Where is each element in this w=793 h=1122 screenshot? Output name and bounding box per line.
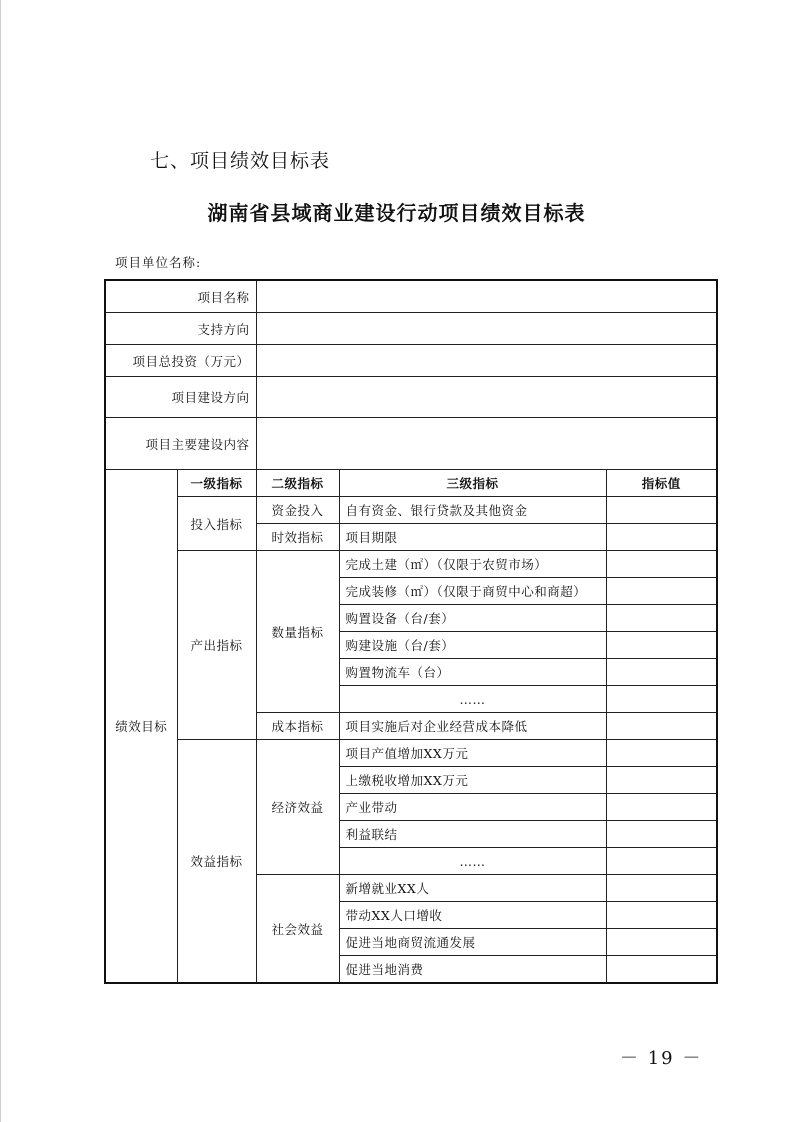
performance-target-table	[104, 279, 718, 984]
indicator-value-field[interactable]	[606, 497, 717, 524]
indicator-value-field[interactable]	[606, 686, 717, 713]
indicator-value-field[interactable]	[606, 875, 717, 902]
level3-item: 自有资金、银行贷款及其他资金	[339, 497, 606, 524]
info-row	[105, 418, 717, 470]
indicator-value-field[interactable]	[606, 740, 717, 767]
table-row	[105, 740, 717, 767]
info-row	[105, 377, 717, 418]
level2-economic: 经济效益	[256, 740, 339, 875]
table-header-row	[105, 470, 717, 497]
level3-item: 项目期限	[339, 524, 606, 551]
level3-item: 项目实施后对企业经营成本降低	[339, 713, 606, 740]
level3-item: 促进当地商贸流通发展	[339, 929, 606, 956]
indicator-value-field[interactable]	[606, 929, 717, 956]
indicator-value-field[interactable]	[606, 659, 717, 686]
level3-item: 购建设施（台/套）	[339, 632, 606, 659]
document-title: 湖南省县域商业建设行动项目绩效目标表	[207, 201, 586, 225]
level1-output: 产出指标	[177, 551, 256, 740]
section-heading: 七、项目绩效目标表	[150, 150, 331, 172]
indicator-value-field[interactable]	[606, 956, 717, 984]
performance-block-label: 绩效目标	[105, 470, 177, 984]
level3-item: 完成装修（㎡）（仅限于商贸中心和商超）	[339, 578, 606, 605]
info-label: 项目主要建设内容	[105, 418, 256, 470]
level2-funding: 资金投入	[256, 497, 339, 524]
indicator-value-field[interactable]	[606, 551, 717, 578]
level2-quantity: 数量指标	[256, 551, 339, 713]
info-value-field[interactable]	[256, 280, 717, 313]
unit-name-label: 项目单位名称:	[115, 255, 202, 270]
indicator-value-field[interactable]	[606, 821, 717, 848]
header-level3: 三级指标	[339, 470, 606, 497]
info-value-field[interactable]	[256, 313, 717, 345]
level3-item: 上缴税收增加XX万元	[339, 767, 606, 794]
level1-input: 投入指标	[177, 497, 256, 551]
info-row	[105, 280, 717, 313]
indicator-value-field[interactable]	[606, 902, 717, 929]
indicator-value-field[interactable]	[606, 524, 717, 551]
level3-item: 购置设备（台/套）	[339, 605, 606, 632]
indicator-value-field[interactable]	[606, 605, 717, 632]
info-label: 项目建设方向	[105, 377, 256, 418]
table-row	[105, 551, 717, 578]
info-value-field[interactable]	[256, 377, 717, 418]
header-level1: 一级指标	[177, 470, 256, 497]
level3-ellipsis: ……	[339, 848, 606, 875]
level2-timeliness: 时效指标	[256, 524, 339, 551]
indicator-value-field[interactable]	[606, 632, 717, 659]
level3-item: 购置物流车（台）	[339, 659, 606, 686]
indicator-value-field[interactable]	[606, 578, 717, 605]
indicator-value-field[interactable]	[606, 713, 717, 740]
page-edge	[0, 0, 1, 1122]
info-value-field[interactable]	[256, 418, 717, 470]
indicator-value-field[interactable]	[606, 848, 717, 875]
indicator-value-field[interactable]	[606, 767, 717, 794]
level3-item: 完成土建（㎡）（仅限于农贸市场）	[339, 551, 606, 578]
info-row	[105, 345, 717, 377]
page-number: － 19 －	[620, 1048, 703, 1069]
indicator-value-field[interactable]	[606, 794, 717, 821]
info-row	[105, 313, 717, 345]
level3-item: 项目产值增加XX万元	[339, 740, 606, 767]
level3-item: 带动XX人口增收	[339, 902, 606, 929]
level1-benefit: 效益指标	[177, 740, 256, 984]
level3-item: 新增就业XX人	[339, 875, 606, 902]
level3-item: 利益联结	[339, 821, 606, 848]
level3-item: 促进当地消费	[339, 956, 606, 984]
header-value: 指标值	[606, 470, 717, 497]
info-label: 支持方向	[105, 313, 256, 345]
info-value-field[interactable]	[256, 345, 717, 377]
level3-ellipsis: ……	[339, 686, 606, 713]
level2-cost: 成本指标	[256, 713, 339, 740]
info-label: 项目名称	[105, 280, 256, 313]
table-row	[105, 497, 717, 524]
header-level2: 二级指标	[256, 470, 339, 497]
info-label: 项目总投资（万元）	[105, 345, 256, 377]
level3-item: 产业带动	[339, 794, 606, 821]
level2-social: 社会效益	[256, 875, 339, 984]
